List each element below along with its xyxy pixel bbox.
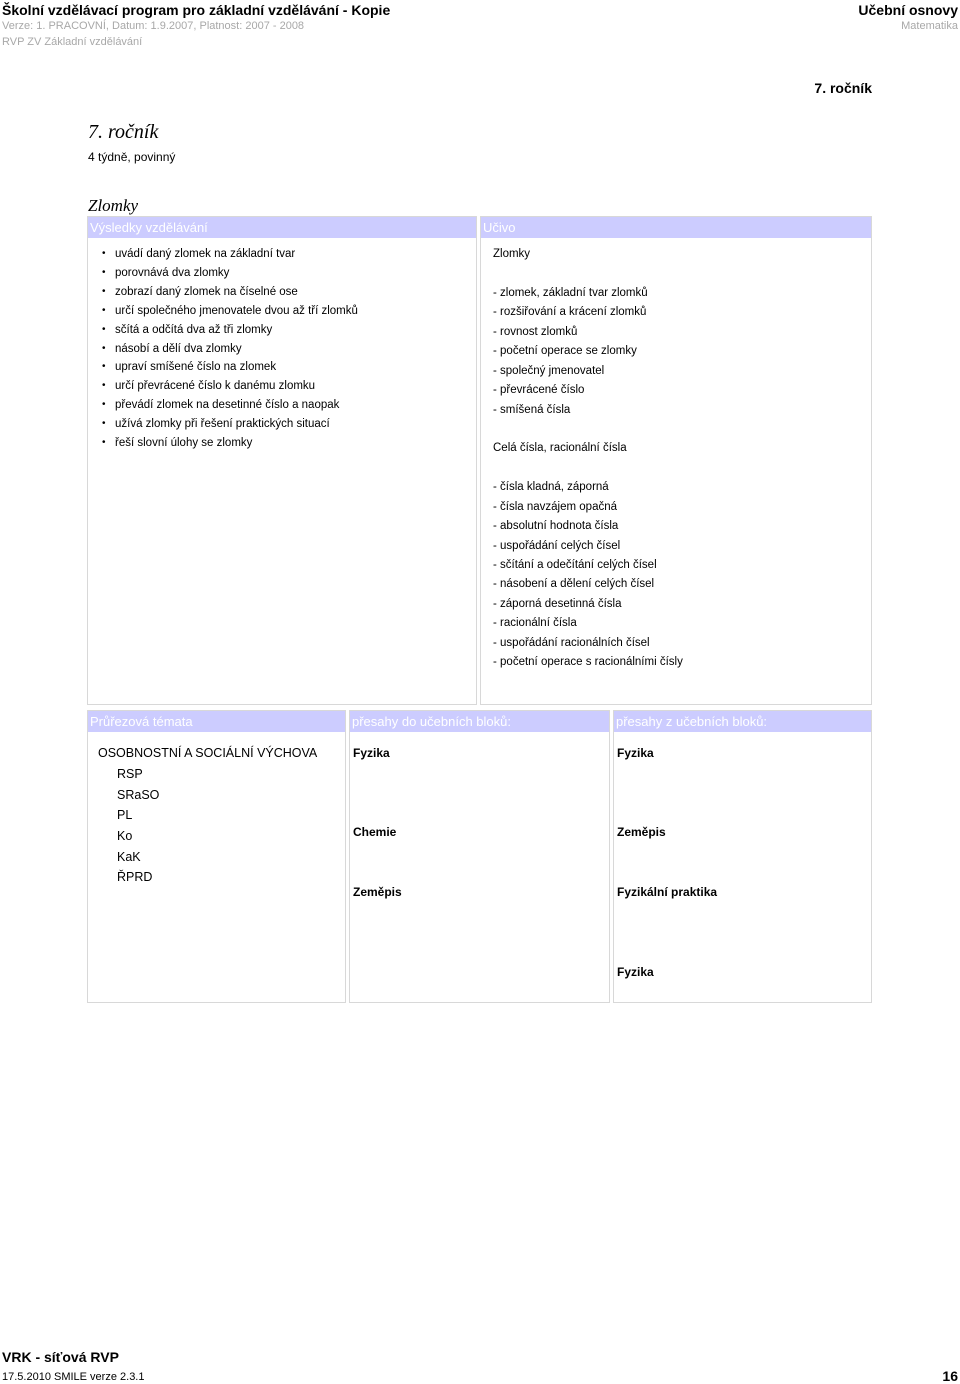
page-number: 16 [942, 1368, 958, 1384]
grade-title: 7. ročník [88, 121, 159, 143]
overlaps-from-item: Fyzikální praktika [617, 885, 718, 899]
ucivo-line: - racionální čísla [493, 617, 577, 630]
outcome-item: • převádí zlomek na desetinné číslo a naopak [102, 396, 358, 415]
outcomes-box [87, 216, 477, 705]
ucivo-line: - rozšiřování a krácení zlomků [493, 306, 647, 319]
footer-version: 17.5.2010 SMILE verze 2.3.1 [2, 1371, 145, 1383]
cross-topics-box [87, 710, 346, 1003]
ucivo-heading: Učivo [481, 217, 871, 238]
outcomes-list [102, 245, 358, 453]
subject-label: Matematika [901, 20, 958, 32]
ucivo-line: Zlomky [493, 248, 531, 260]
ucivo-line: - zlomek, základní tvar zlomků [493, 286, 648, 299]
outcome-item: • určí převrácené číslo k danému zlomku [102, 377, 358, 396]
outcome-item: • určí společného jmenovatele dvou až tří zlomků [102, 302, 358, 321]
cross-topic-item: ŘPRD [117, 870, 153, 884]
cross-topic-title: OSOBNOSTNÍ A SOCIÁLNÍ VÝCHOVA [98, 746, 318, 760]
section-header-right: Učební osnovy [858, 2, 958, 18]
ucivo-line: - společný jmenovatel [493, 364, 605, 377]
outcome-item: • upraví smíšené číslo na zlomek [102, 358, 358, 377]
ucivo-line: - násobení a dělení celých čísel [493, 578, 655, 591]
ucivo-line: - čísla kladná, záporná [493, 481, 609, 494]
grade-label-top: 7. ročník [814, 80, 872, 96]
outcome-item: • porovnává dva zlomky [102, 264, 358, 283]
footer-title: VRK - síťová RVP [2, 1349, 119, 1365]
ucivo-line: - početní operace s racionálními čísly [493, 656, 683, 669]
ucivo-line [493, 420, 683, 439]
overlaps-to-item: Chemie [353, 825, 397, 839]
ucivo-line: - absolutní hodnota čísla [493, 520, 619, 533]
cross-topic-item: Ko [117, 829, 133, 843]
ucivo-line: - smíšená čísla [493, 403, 571, 416]
ucivo-line: - rovnost zlomků [493, 325, 578, 338]
topic-title: Zlomky [88, 196, 139, 215]
cross-topics-heading: Průřezová témata [88, 711, 345, 732]
outcome-item: • užívá zlomky při řešení praktických situací [102, 415, 358, 434]
cross-topic-item: RSP [117, 767, 143, 781]
outcome-item: • uvádí daný zlomek na základní tvar [102, 245, 358, 264]
ucivo-line: - uspořádání celých čísel [493, 539, 621, 552]
overlaps-from-item: Fyzika [617, 746, 654, 760]
cross-topic-item: SRaSO [117, 788, 160, 802]
ucivo-line: - převrácené číslo [493, 384, 585, 397]
outcome-item: • zobrazí daný zlomek na číselné ose [102, 283, 358, 302]
ucivo-line: - sčítání a odečítání celých čísel [493, 559, 657, 571]
ucivo-line [493, 264, 683, 283]
ucivo-line: - záporná desetinná čísla [493, 597, 622, 610]
ucivo-line: - početní operace se zlomky [493, 345, 637, 358]
outcome-item: • sčítá a odčítá dva až tři zlomky [102, 321, 358, 340]
outcome-item: • násobí a dělí dva zlomky [102, 340, 358, 359]
overlaps-to-heading: přesahy do učebních bloků: [350, 711, 609, 732]
ucivo-box [480, 216, 872, 705]
ucivo-line: - uspořádání racionálních čísel [493, 636, 650, 649]
outcome-item: • řeší slovní úlohy se zlomky [102, 434, 358, 453]
ucivo-line: Celá čísla, racionální čísla [493, 442, 627, 455]
ucivo-line: - čísla navzájem opačná [493, 500, 618, 513]
rvp-label: RVP ZV Základní vzdělávání [2, 36, 143, 48]
outcomes-heading: Výsledky vzdělávání [88, 217, 476, 238]
overlaps-from-item: Fyzika [617, 965, 654, 979]
overlaps-to-box [349, 710, 610, 1003]
cross-topic-item: PL [117, 808, 133, 822]
overlaps-to-item: Fyzika [353, 746, 390, 760]
cross-topic-item: KaK [117, 850, 141, 864]
grade-hours: 4 týdně, povinný [88, 150, 176, 164]
ucivo-line [493, 459, 683, 478]
document-title: Školní vzdělávací program pro základní vzdělávání - Kopie [2, 2, 391, 18]
overlaps-from-heading: přesahy z učebních bloků: [614, 711, 871, 732]
ucivo-list [493, 245, 683, 673]
document-meta: Verze: 1. PRACOVNÍ, Datum: 1.9.2007, Platnost: 2007 - 2008 [2, 20, 305, 32]
overlaps-to-item: Zeměpis [353, 885, 402, 899]
overlaps-from-box [613, 710, 872, 1003]
overlaps-from-item: Zeměpis [617, 825, 666, 839]
